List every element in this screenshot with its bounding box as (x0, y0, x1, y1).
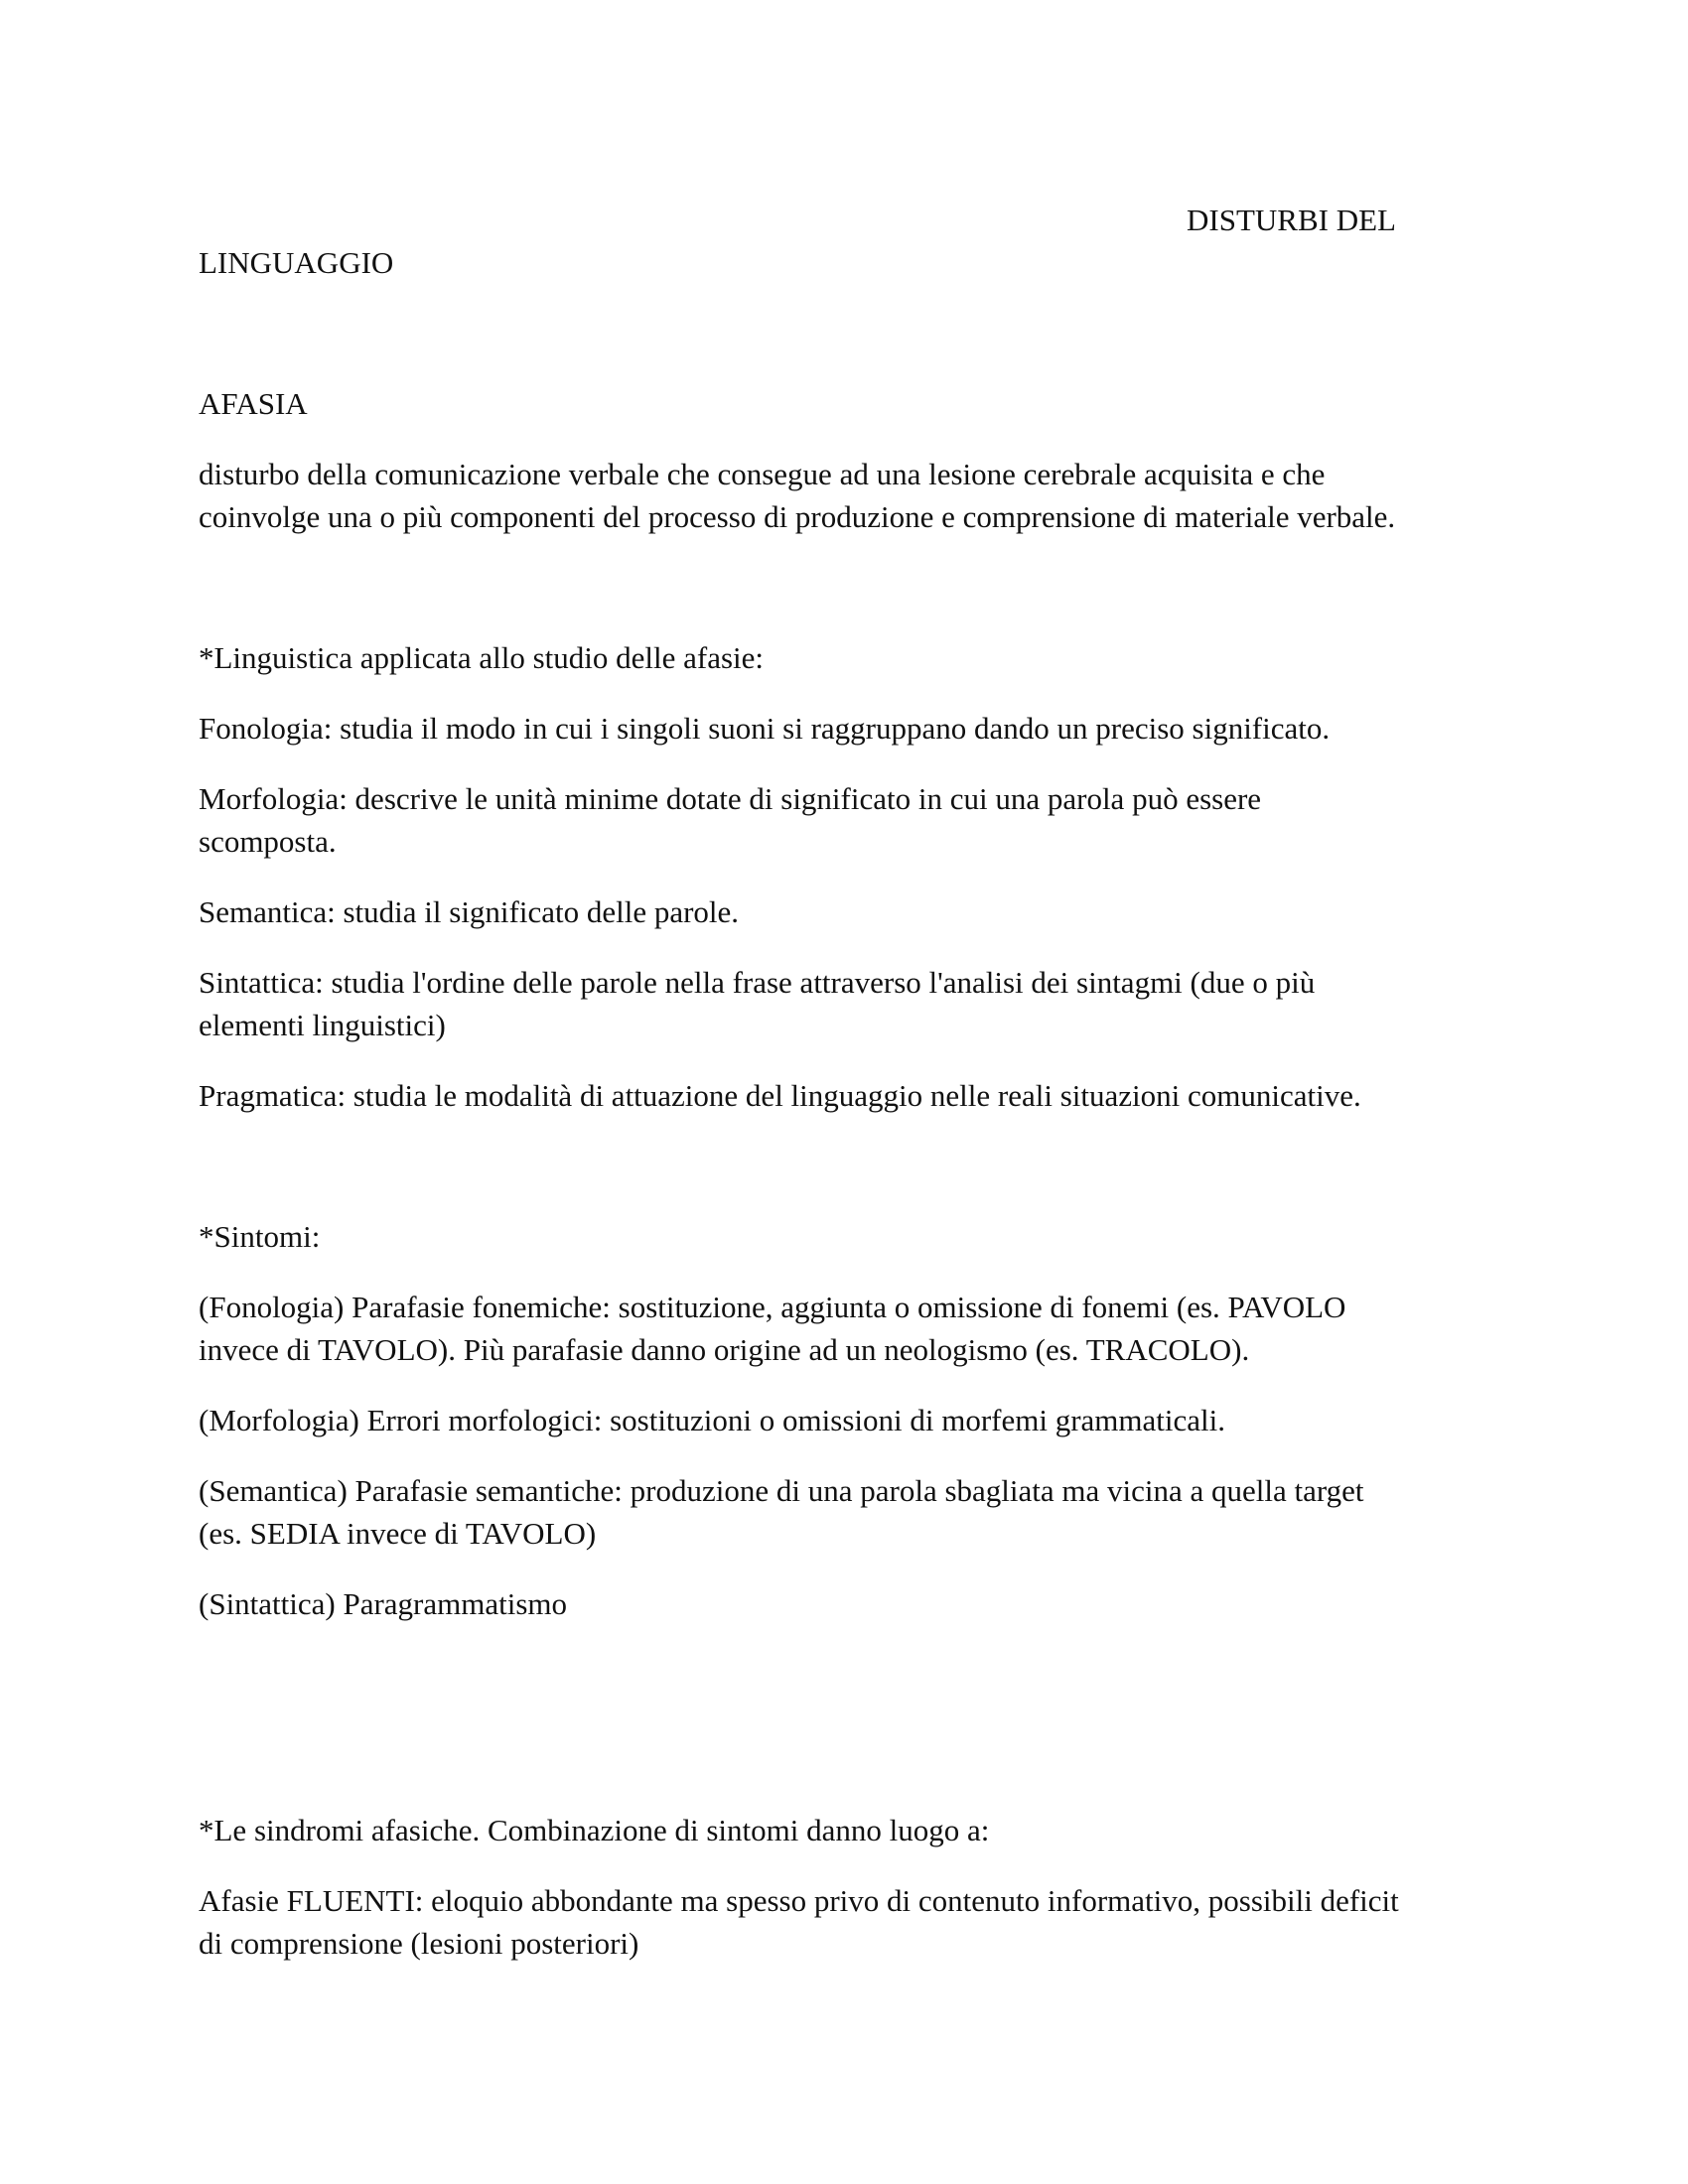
section-heading-afasia: AFASIA (199, 386, 308, 421)
symptoms-semantica-line-1: (Semantica) Parafasie semantiche: produzione di una parola sbagliata ma vicina a quella target (199, 1473, 1364, 1508)
linguistics-morfologia-line-1: Morfologia: descrive le unità minime dotate di significato in cui una parola può essere (199, 781, 1262, 816)
linguistics-heading: *Linguistica applicata allo studio delle afasie: (199, 640, 765, 675)
symptoms-fonologia-line-2: invece di TAVOLO). Più parafasie danno origine ad un neologismo (es. TRACOLO). (199, 1332, 1250, 1367)
linguistics-sintattica-line-1: Sintattica: studia l'ordine delle parole nella frase attraverso l'analisi dei sintagmi (due o più (199, 965, 1316, 1000)
definition-line-2: coinvolge una o più componenti del processo di produzione e comprensione di materiale verbale. (199, 499, 1396, 534)
definition-line-1: disturbo della comunicazione verbale che consegue ad una lesione cerebrale acquisita e che (199, 457, 1326, 491)
symptoms-fonologia-line-1: (Fonologia) Parafasie fonemiche: sostituzione, aggiunta o omissione di fonemi (es. PAVOLO (199, 1290, 1346, 1324)
symptoms-semantica-line-2: (es. SEDIA invece di TAVOLO) (199, 1516, 597, 1551)
title-line-2: LINGUAGGIO (199, 245, 394, 280)
linguistics-fonologia: Fonologia: studia il modo in cui i singoli suoni si raggruppano dando un preciso significato. (199, 711, 1331, 746)
syndromes-fluenti-line-1: Afasie FLUENTI: eloquio abbondante ma spesso privo di contenuto informativo, possibili deficit (199, 1883, 1399, 1918)
syndromes-fluenti-line-2: di comprensione (lesioni posteriori) (199, 1926, 639, 1961)
symptoms-heading: *Sintomi: (199, 1219, 321, 1254)
symptoms-sintattica: (Sintattica) Paragrammatismo (199, 1586, 568, 1621)
title-line-1: DISTURBI DEL (1187, 203, 1396, 237)
linguistics-semantica: Semantica: studia il significato delle parole. (199, 894, 740, 929)
linguistics-morfologia-line-2: scomposta. (199, 824, 337, 859)
symptoms-morfologia: (Morfologia) Errori morfologici: sostituzioni o omissioni di morfemi grammaticali. (199, 1403, 1226, 1437)
linguistics-sintattica-line-2: elementi linguistici) (199, 1008, 446, 1042)
linguistics-pragmatica: Pragmatica: studia le modalità di attuazione del linguaggio nelle reali situazioni comunicative. (199, 1078, 1361, 1113)
syndromes-heading: *Le sindromi afasiche. Combinazione di sintomi danno luogo a: (199, 1813, 990, 1847)
